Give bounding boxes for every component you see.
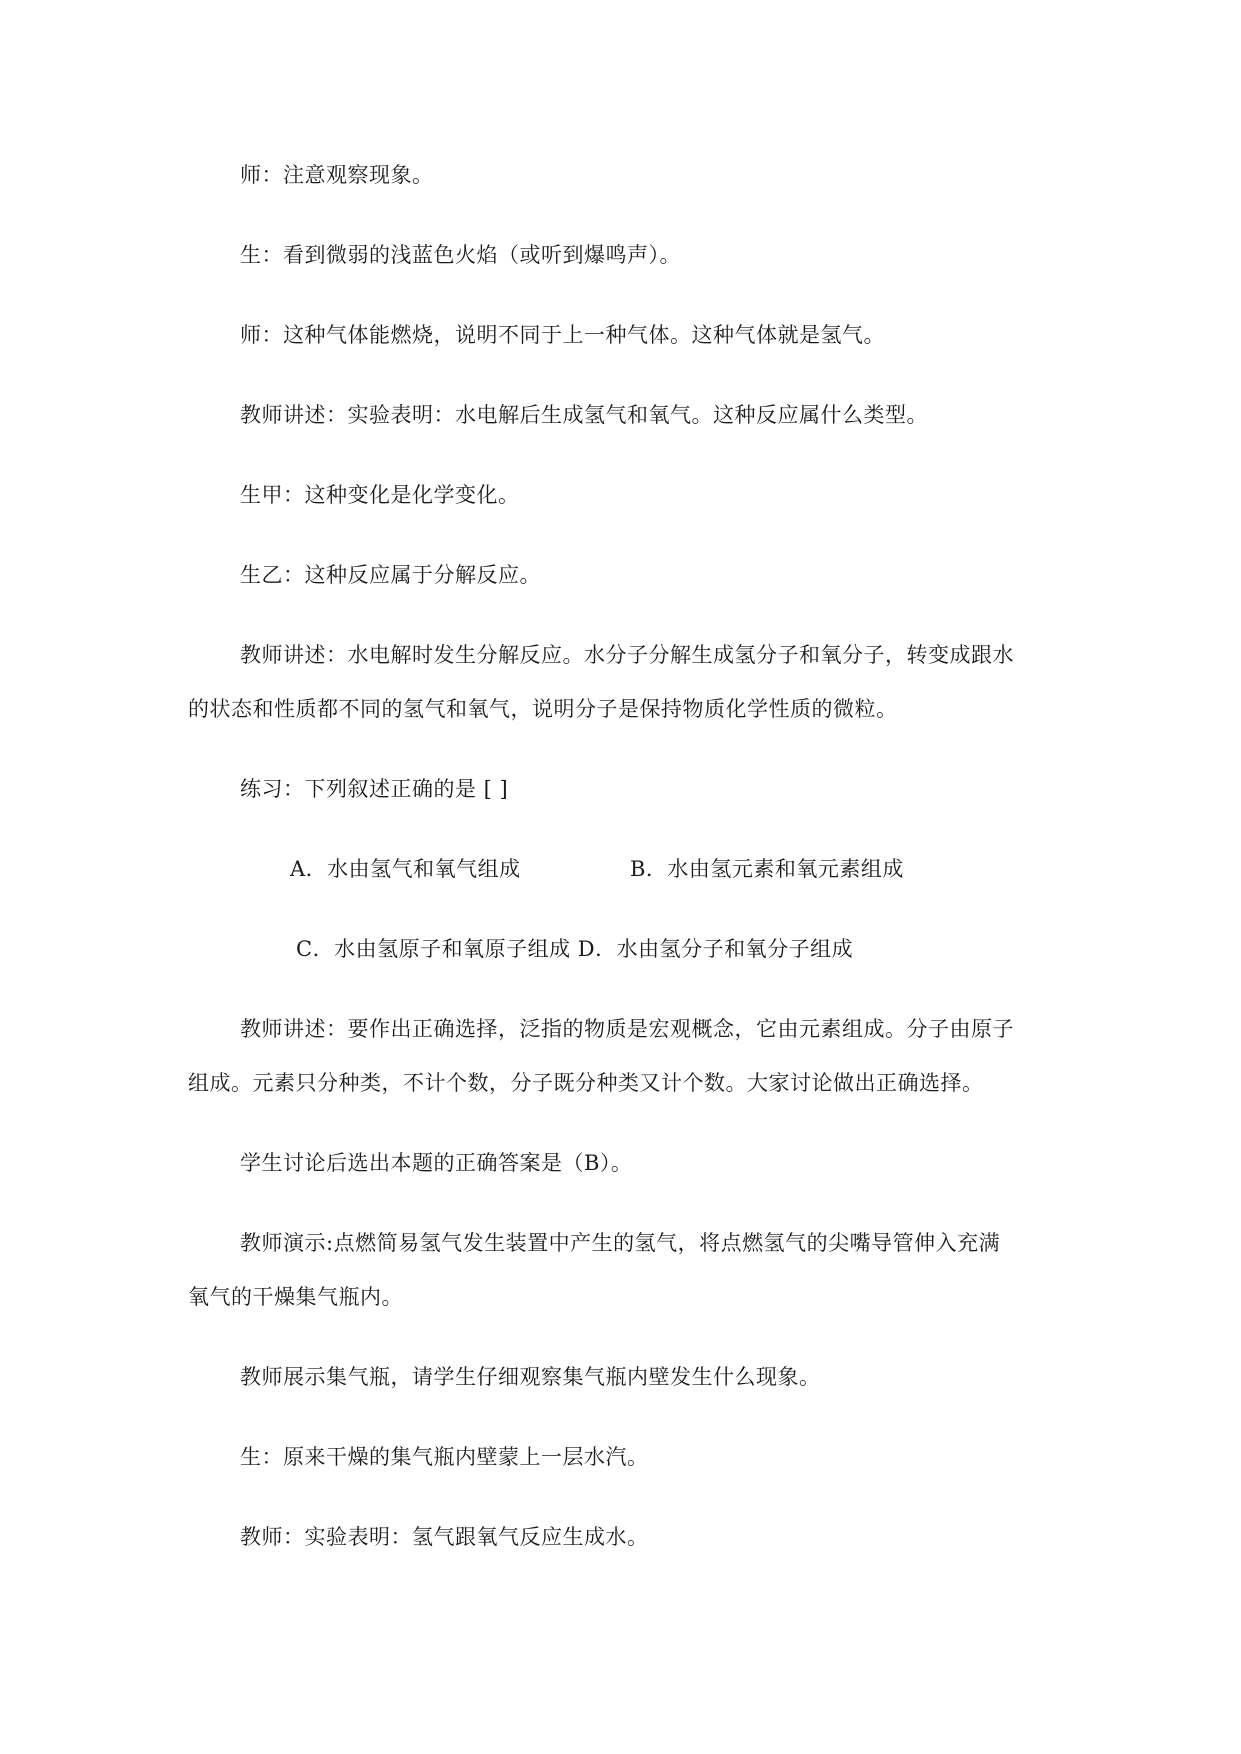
paragraph-teacher-demo-line1: 教师演示:点燃简易氢气发生装置中产生的氢气，将点燃氢气的尖嘴导管伸入充满	[240, 1231, 1001, 1255]
exercise-options-c-d: C．水由氢原子和氧原子组成 D．水由氢分子和氧分子组成	[296, 937, 854, 961]
exercise-question: 练习：下列叙述正确的是 [ ]	[240, 777, 509, 801]
paragraph-student-vapor: 生：原来干燥的集气瓶内壁蒙上一层水汽。	[240, 1445, 649, 1469]
paragraph-teacher-conclusion: 教师：实验表明：氢气跟氧气反应生成水。	[240, 1525, 649, 1549]
paragraph-teacher-decomposition-line2: 的状态和性质都不同的氢气和氧气，说明分子是保持物质化学性质的微粒。	[188, 697, 898, 721]
paragraph-teacher-choice-line1: 教师讲述：要作出正确选择，泛指的物质是宏观概念，它由元素组成。分子由原子	[240, 1017, 1014, 1041]
paragraph-teacher-choice-line2: 组成。元素只分种类，不计个数，分子既分种类又计个数。大家讨论做出正确选择。	[188, 1071, 984, 1095]
paragraph-teacher-demo-line2: 氧气的干燥集气瓶内。	[188, 1285, 403, 1309]
paragraph-teacher-explain-electrolysis: 教师讲述：实验表明：水电解后生成氢气和氧气。这种反应属什么类型。	[240, 403, 928, 427]
paragraph-teacher-observe: 师：注意观察现象。	[240, 163, 434, 187]
exercise-option-b: B．水由氢元素和氧元素组成	[630, 857, 904, 881]
paragraph-teacher-hydrogen: 师：这种气体能燃烧，说明不同于上一种气体。这种气体就是氢气。	[240, 323, 885, 347]
paragraph-student-a: 生甲：这种变化是化学变化。	[240, 483, 520, 507]
paragraph-student-flame: 生：看到微弱的浅蓝色火焰（或听到爆鸣声）。	[240, 243, 681, 267]
paragraph-teacher-decomposition-line1: 教师讲述：水电解时发生分解反应。水分子分解生成氢分子和氧分子，转变成跟水	[240, 643, 1014, 667]
paragraph-answer: 学生讨论后选出本题的正确答案是（B）。	[240, 1151, 633, 1175]
paragraph-teacher-show-bottle: 教师展示集气瓶，请学生仔细观察集气瓶内壁发生什么现象。	[240, 1365, 821, 1389]
paragraph-student-b: 生乙：这种反应属于分解反应。	[240, 563, 541, 587]
exercise-option-a: A．水由氢气和氧气组成	[290, 857, 521, 881]
